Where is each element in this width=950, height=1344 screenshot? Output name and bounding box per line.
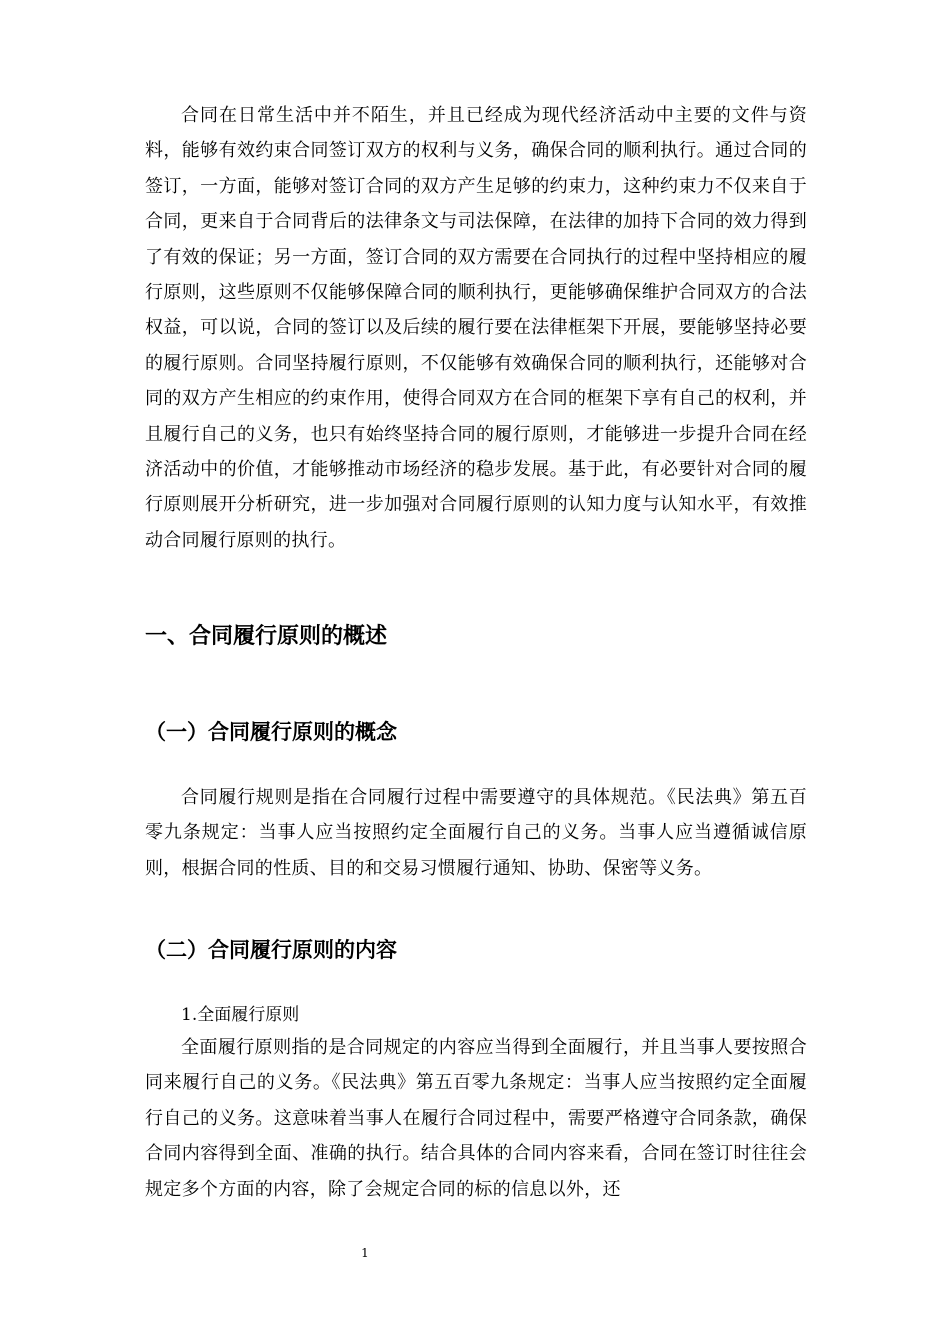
subsection-heading-content: （二）合同履行原则的内容 <box>145 938 397 962</box>
subsection-heading-concept: （一）合同履行原则的概念 <box>145 720 397 744</box>
intro-paragraph: 合同在日常生活中并不陌生，并且已经成为现代经济活动中主要的文件与资料，能够有效约束合同签订双方的权利与义务，确保合同的顺利执行。通过合同的签订，一方面，能够对签订合同的双方产生足够的约束力，这种约束力不仅来自于合同，更来自于合同背后的法律条文与司法保障，在法律的加持下合同的效力得到了有效的保证；另一方面，签订合同的双方需要在合同执行的过程中坚持相应的履行原则，这些原则不仅能够保障合同的顺利执行，更能够确保维护合同双方的合法权益，可以说，合同的签订以及后续的履行要在法律框架下开展，要能够坚持必要的履行原则。合同坚持履行原则，不仅能够有效确保合同的顺利执行，还能够对合同的双方产生相应的约束作用，使得合同双方在合同的框架下享有自己的权利，并且履行自己的义务，也只有始终坚持合同的履行原则，才能够进一步提升合同在经济活动中的价值，才能够推动市场经济的稳步发展。基于此，有必要针对合同的履行原则展开分析研究，进一步加强对合同履行原则的认知力度与认知水平，有效推动合同履行原则的执行。 <box>145 105 807 551</box>
section-heading: 一、合同履行原则的概述 <box>145 624 388 649</box>
concept-paragraph: 合同履行规则是指在合同履行过程中需要遵守的具体规范。《民法典》第五百零九条规定：当事人应当按照约定全面履行自己的义务。当事人应当遵循诚信原则，根据合同的性质、目的和交易习惯履行通知、协助、保密等义务。 <box>145 787 807 879</box>
page-number: 1 <box>361 1246 369 1260</box>
item-label-full-performance: 1.全面履行原则 <box>181 1005 300 1025</box>
full-performance-paragraph: 全面履行原则指的是合同规定的内容应当得到全面履行，并且当事人要按照合同来履行自己的义务。《民法典》第五百零九条规定：当事人应当按照约定全面履行自己的义务。这意味着当事人在履行合同过程中，需要严格遵守合同条款，确保合同内容得到全面、准确的执行。结合具体的合同内容来看，合同在签订时往往会规定多个方面的内容，除了会规定合同的标的信息以外，还 <box>145 1037 807 1200</box>
